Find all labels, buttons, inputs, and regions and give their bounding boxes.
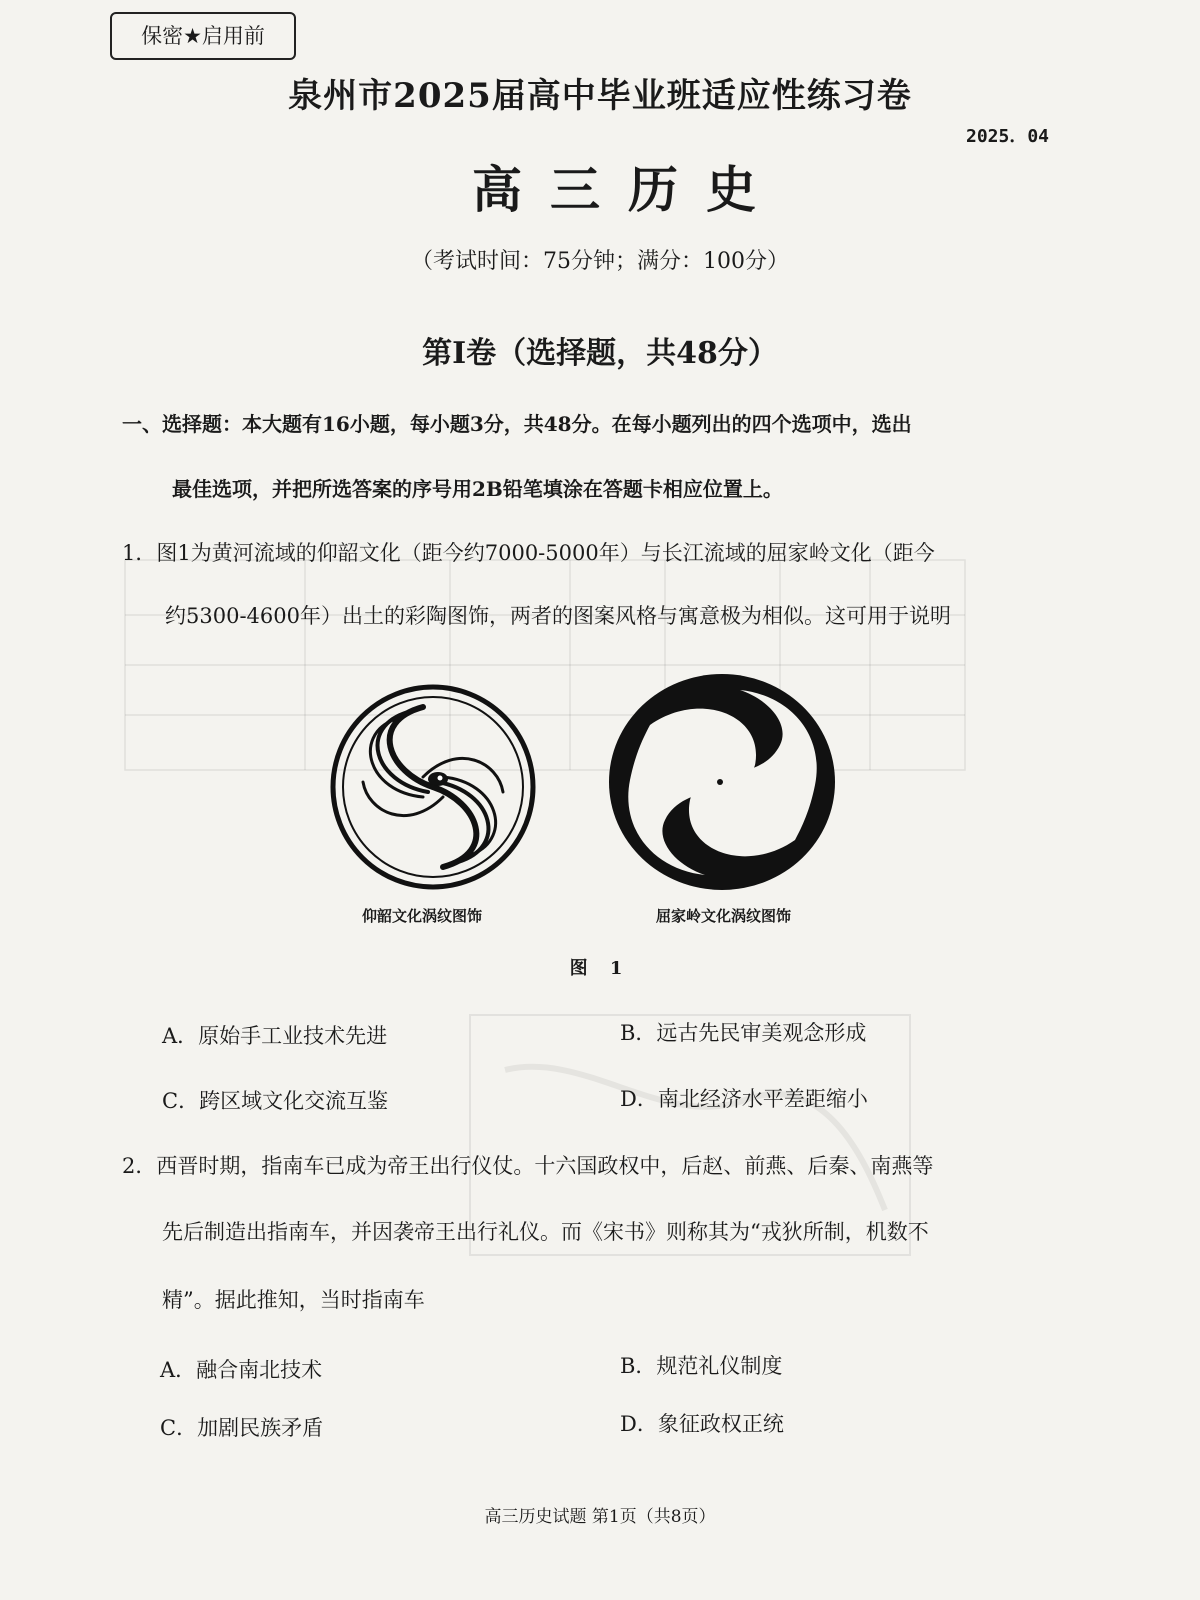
question-1-option-d[interactable]: D．南北经济水平差距缩小	[620, 1087, 868, 1111]
question-1-option-a[interactable]: A．原始手工业技术先进	[162, 1024, 388, 1048]
question-2-line-1	[122, 1150, 933, 1180]
question-2-option-c[interactable]: C．加剧民族矛盾	[160, 1416, 324, 1440]
instructions-line-2: 最佳选项，并把所选答案的序号用2B铅笔填涂在答题卡相应位置上。	[172, 477, 783, 501]
question-2-option-d[interactable]: D．象征政权正统	[620, 1412, 784, 1436]
exam-date: 2025．04	[966, 126, 1050, 147]
exam-main-title: 泉州市2025届高中毕业班适应性练习卷	[288, 76, 912, 116]
qujialing-swirl-figure	[605, 670, 840, 895]
exam-subject: 高三历史	[472, 160, 784, 219]
section-title: 第Ⅰ卷（选择题，共48分）	[422, 336, 778, 371]
figure-1-label: 图 1	[569, 958, 631, 979]
instructions-line-1: 一、选择题：本大题有16小题，每小题3分，共48分。在每小题列出的四个选项中，选出	[122, 412, 912, 436]
figure-right-caption: 屈家岭文化涡纹图饰	[656, 907, 792, 925]
confidential-badge: 保密★启用前	[110, 12, 296, 60]
question-1-option-b[interactable]: B．远古先民审美观念形成	[620, 1021, 867, 1045]
question-1-line-2: 约5300-4600年）出土的彩陶图饰，两者的图案风格与寓意极为相似。这可用于说明	[165, 604, 951, 628]
exam-info: （考试时间：75分钟；满分：100分）	[411, 249, 789, 274]
question-2-line-3: 精”。据此推知，当时指南车	[162, 1288, 425, 1312]
question-number: 2．	[122, 1154, 157, 1178]
question-2-option-b[interactable]: B．规范礼仪制度	[620, 1354, 783, 1378]
question-stem: 图1为黄河流域的仰韶文化（距今约7000-5000年）与长江流域的屈家岭文化（距今	[156, 541, 935, 565]
question-1-line-1	[122, 537, 935, 567]
figure-left-caption: 仰韶文化涡纹图饰	[362, 907, 483, 925]
question-2-option-a[interactable]: A．融合南北技术	[160, 1358, 323, 1382]
question-2-line-2: 先后制造出指南车，并因袭帝王出行礼仪。而《宋书》则称其为“戎狄所制，机数不	[162, 1220, 929, 1244]
question-number: 1．	[122, 541, 157, 565]
question-1-option-c[interactable]: C．跨区域文化交流互鉴	[162, 1089, 389, 1113]
page-footer: 高三历史试题 第1页（共8页）	[484, 1507, 716, 1527]
bleed-through-table	[120, 550, 970, 780]
yangshao-swirl-figure	[328, 682, 538, 892]
question-stem: 西晋时期，指南车已成为帝王出行仪仗。十六国政权中，后赵、前燕、后秦、南燕等	[156, 1154, 934, 1178]
